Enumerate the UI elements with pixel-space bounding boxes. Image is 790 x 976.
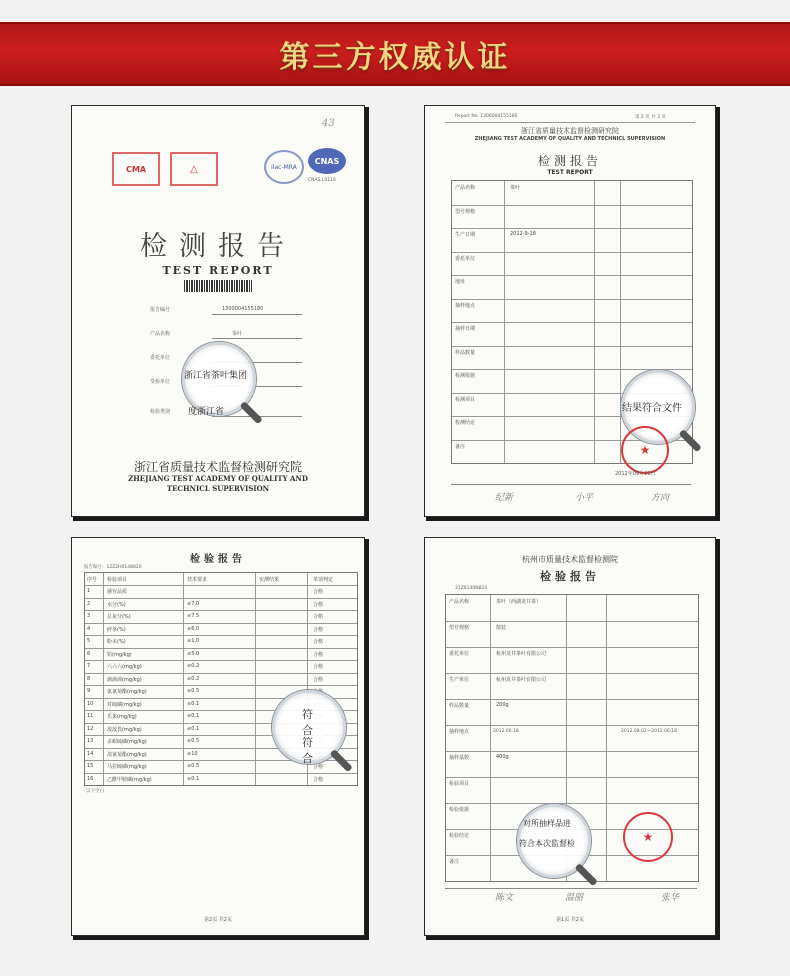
table-cell: 合格	[313, 764, 324, 770]
table-cell: 茶叶（西湖龙井茶）	[496, 599, 542, 605]
page-note: 以下空白	[86, 789, 104, 794]
table-cell: ≤0.5	[187, 738, 200, 744]
mag-text: 符合本次监督检	[519, 839, 575, 848]
table-cell: ≤7.0	[187, 601, 200, 607]
table-row	[446, 725, 698, 726]
table-cell: 杭州龙井茶叶有限公司	[496, 651, 547, 657]
table-cell: 乙酰甲胺磷(mg/kg)	[107, 777, 152, 783]
table-cell: ≤6.0	[187, 626, 200, 632]
table-cell: 总灰分(%)	[107, 614, 131, 620]
table-cell: 生产单位	[449, 677, 470, 683]
table-cell: 抽样基数	[449, 755, 470, 761]
table-cell: 产品名称	[455, 185, 476, 191]
table-cell: 合格	[313, 614, 324, 620]
manufacturer-label: 受检单位	[150, 379, 171, 385]
table-row	[446, 751, 698, 752]
table-cell: 技术要求	[187, 577, 208, 583]
page-footer: 第2页 共2页	[204, 917, 232, 923]
table-cell: ≤10	[187, 751, 198, 757]
table-row	[452, 228, 692, 229]
official-stamp: ★	[621, 426, 669, 474]
table-cell: 备注	[449, 859, 460, 865]
table-cell: 检验结论	[449, 833, 470, 839]
date-2: 2012.08.02—2012.06.18	[621, 729, 678, 734]
header-banner	[0, 22, 790, 86]
table-row	[446, 803, 698, 804]
client-label: 委托单位	[150, 355, 171, 361]
table-row	[452, 299, 692, 300]
table-cell: 茶叶	[510, 185, 521, 191]
table-cell: 敌敌畏(mg/kg)	[107, 727, 142, 733]
table-row	[85, 585, 357, 586]
table-cell: ≤0.5	[187, 688, 200, 694]
table-cell: 粉末(%)	[107, 639, 126, 645]
table-cell: 合格	[313, 664, 324, 670]
table-cell: 委托单位	[449, 651, 470, 657]
table-cell: 抽样日期	[455, 326, 476, 332]
table-row	[85, 685, 357, 686]
table-cell: ≤0.1	[187, 776, 200, 782]
cma-logo: CMA	[112, 152, 160, 186]
table-cell: ≤7.5	[187, 613, 200, 619]
institute-en: ZHEJIANG TEST ACADEMY OF QUALITY AND TECHNICL SUPERVISION	[128, 474, 308, 493]
institute-header-en: ZHEJIANG TEST ACADEMY OF QUALITY AND TECHNICL SUPERVISION	[474, 136, 666, 142]
table-cell: 13	[87, 738, 94, 744]
table-row	[446, 673, 698, 674]
mag-text: 符合	[302, 708, 313, 737]
page-footer: 第1页 共2页	[556, 917, 584, 923]
table-row	[452, 275, 692, 276]
table-cell: 六六六(mg/kg)	[107, 664, 142, 670]
cal-logo: △	[170, 152, 218, 186]
cover-title-cn: 检测报告	[140, 231, 296, 262]
report-no-value: 1300004155180	[222, 306, 264, 312]
table-cell: 序号	[87, 577, 98, 583]
institute-header: 浙江省质量技术监督检测研究院	[521, 127, 619, 135]
table-cell: 备注	[455, 444, 466, 450]
table-cell: ≤1.0	[187, 638, 200, 644]
mag-text: 度浙江省	[188, 407, 225, 417]
cnas-code: CNAS L0116	[308, 178, 336, 183]
table-cell: 委托单位	[455, 256, 476, 262]
table-cell: 碎茶(%)	[107, 627, 126, 633]
table-cell: 产品名称	[449, 599, 470, 605]
report-no: 报告编号：12Z2H0148820	[84, 565, 142, 570]
ilac-logo: ilac-MRA	[264, 150, 304, 184]
table-cell: 杭州龙井茶叶有限公司	[496, 677, 547, 683]
table-cell: 溴氰菊酯(mg/kg)	[107, 752, 147, 758]
table-row	[446, 621, 698, 622]
table-cell: 5	[87, 638, 91, 644]
table-cell: 12	[87, 726, 94, 732]
report-date: 2012年09月21日	[615, 471, 656, 477]
table-row	[85, 635, 357, 636]
table-row	[452, 205, 692, 206]
institute-header: 杭州市质量技术监督检测院	[522, 555, 618, 564]
inspection-result-table	[72, 538, 364, 935]
table-cell: 抽样地点	[455, 303, 476, 309]
table-cell: 14	[87, 751, 94, 757]
table-row	[446, 777, 698, 778]
table-cell: 样品数量	[449, 703, 470, 709]
mag-text: 浙江省茶叶集团	[184, 371, 248, 381]
handwritten-mark: 43	[322, 118, 335, 129]
table-row	[85, 623, 357, 624]
table-row	[85, 773, 357, 774]
table-row	[85, 610, 357, 611]
table-cell: ≤0.2	[187, 663, 200, 669]
table-cell: 检验依据	[449, 807, 470, 813]
inspection-report-hangzhou: 杭州市质量技术监督检测院 检验报告 31Z8140N824 产品名称 茶叶（西湖龙井茶） 型号规格 散装 委托单位 杭州龙井茶叶有限公司 生产单位 杭州龙井茶叶有限公司 样品数量 200g 抽样地点 抽样基数 400g 检验项目 检验依据 检验结论 备注 2012.06.18 2012.08.02—2012.06.18 对所抽样品进 符合本次监督检 ★ 陈文 温丽 张华 第1页 共2页	[425, 538, 715, 935]
magnifier-handle	[240, 401, 263, 424]
table-row	[452, 346, 692, 347]
table-cell: 10	[87, 701, 94, 707]
report-no-label: 报告编号	[150, 307, 171, 313]
sample-label: 产品名称	[150, 331, 171, 337]
table-cell: 实测结果	[259, 577, 280, 583]
table-cell: 2012-9-18	[510, 231, 536, 237]
table-row	[85, 673, 357, 674]
table-cell: 马拉硫磷(mg/kg)	[107, 764, 147, 770]
banner-title: 第三方权威认证	[279, 40, 511, 75]
table-cell: 合格	[313, 627, 324, 633]
table-cell: 9	[87, 688, 91, 694]
table-cell: 8	[87, 676, 91, 682]
table-cell: 型号规格	[449, 625, 470, 631]
table-cell: ≤0.1	[187, 713, 200, 719]
table-cell: 生产日期	[455, 232, 476, 238]
table-cell: 合格	[313, 677, 324, 683]
report-title: 检验报告	[190, 554, 246, 565]
table-cell: 16	[87, 776, 94, 782]
institute-cn: 浙江省质量技术监督检测研究院	[133, 460, 302, 474]
table-cell: 铅(mg/kg)	[107, 652, 132, 658]
table-cell: 合格	[313, 602, 324, 608]
table-cell: 水分(%)	[107, 602, 126, 608]
mag-text: 符合	[302, 736, 313, 765]
table-cell: 合格	[313, 589, 324, 595]
table-cell: 感官品质	[107, 589, 128, 595]
table-cell: ≤0.5	[187, 763, 200, 769]
sample-value: 茶叶	[232, 331, 243, 337]
table-cell: 氯氰菊酯(mg/kg)	[107, 689, 147, 695]
table-cell: 合格	[313, 652, 324, 658]
date-1: 2012.06.18	[493, 729, 519, 734]
test-report-detail: Report No. 1306004155180 第 2 页 共 3 页 浙江省质量技术监督检测研究院 ZHEJIANG TEST ACADEMY OF QUALITY AND TECHNICL SUPERVISION 检测报告 TEST REPORT 产品名称 茶叶 型号规格 生产日期 2012-9-18 委托单位 地址 抽样地点 抽样日期 样品数量 检测依据 检测项目 检测结论 备注 结果符合文件 ★ 2012年09月21日 纪新 小平 方向	[425, 106, 715, 516]
table-cell: 11	[87, 713, 94, 719]
table-cell: 样品数量	[455, 350, 476, 356]
table-row	[452, 252, 692, 253]
test-report-cover	[72, 106, 364, 516]
table-row	[446, 647, 698, 648]
table-cell: 7	[87, 663, 91, 669]
table-cell: ≤5.0	[187, 651, 200, 657]
mag-text: 对所抽样品进	[523, 819, 571, 828]
table-cell: 检测结论	[455, 420, 476, 426]
table-row	[446, 699, 698, 700]
table-cell: 型号规格	[455, 209, 476, 215]
table-cell: 检验项目	[449, 781, 470, 787]
table-cell: 6	[87, 651, 91, 657]
table-row	[85, 648, 357, 649]
table-cell: ≤0.2	[187, 676, 200, 682]
category-label: 检验类别	[150, 409, 171, 415]
table-row	[85, 598, 357, 599]
table-cell: 对硫磷(mg/kg)	[107, 702, 142, 708]
official-stamp: ★	[623, 812, 673, 862]
cover-title-en: TEST REPORT	[162, 264, 274, 277]
table-cell: 合格	[313, 639, 324, 645]
table-cell: 杀螟硫磷(mg/kg)	[107, 739, 147, 745]
table-cell: 1	[87, 588, 91, 594]
table-cell: 4	[87, 626, 91, 632]
table-cell: 合格	[313, 777, 324, 783]
table-cell: ≤0.1	[187, 701, 200, 707]
report-no: 31Z8140N824	[455, 586, 488, 591]
table-cell: 检验项目	[107, 577, 128, 583]
mag-text: 结果符合文件	[622, 403, 682, 414]
table-cell: 单项判定	[313, 577, 334, 583]
table-cell: 3	[87, 613, 91, 619]
report-title-en: TEST REPORT	[547, 169, 593, 176]
table-cell: 2	[87, 601, 91, 607]
table-cell: 检测依据	[455, 373, 476, 379]
table-row	[85, 660, 357, 661]
table-cell: 200g	[496, 702, 509, 708]
barcode	[184, 280, 252, 292]
table-cell: 滴滴涕(mg/kg)	[107, 677, 142, 683]
table-row	[452, 322, 692, 323]
cnas-logo: CNAS	[308, 148, 346, 174]
report-title-cn: 检测报告	[537, 154, 602, 168]
report-title: 检验报告	[540, 570, 600, 583]
table-cell: 散装	[496, 625, 507, 631]
table-cell: ≤0.1	[187, 726, 200, 732]
table-cell: 地址	[455, 279, 466, 285]
table-cell: 抽样地点	[449, 729, 470, 735]
table-cell: 检测项目	[455, 397, 476, 403]
table-cell: 400g	[496, 754, 509, 760]
table-cell: 乐果(mg/kg)	[107, 714, 137, 720]
table-cell: 15	[87, 763, 94, 769]
